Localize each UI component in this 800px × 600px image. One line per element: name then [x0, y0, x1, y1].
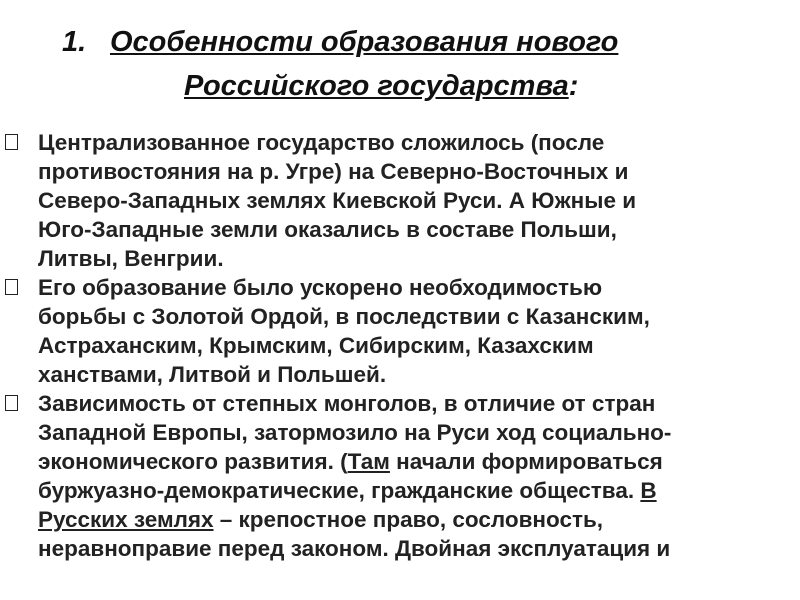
- bullet-text-2: Его образование было ускорено необходимостью борьбы с Золотой Ордой, в последствии с Казанским, Астраханским, Крымским, Сибирским, Казахским ханствами, Литвой и Польшей.: [38, 275, 650, 387]
- bullet-text-1: Централизованное государство сложилось (после противостояния на р. Угре) на Северно-Восточных и Северо-Западных землях Киевской Руси. А Южные и Юго-Западные земли оказались в составе Польши, Литвы, Венгрии.: [38, 130, 637, 271]
- bullet-square-icon: [5, 395, 18, 411]
- bullet-3-part-5: – крепостное право, сословность, неравноправие перед законом. Двойная эксплуатация и: [38, 507, 671, 561]
- bullet-3-part-3: начали формироваться буржуазно-демократические, гражданские общества.: [38, 449, 663, 503]
- title-line-2-text: Российского государства: [184, 70, 569, 102]
- title-colon: :: [568, 70, 579, 102]
- bullet-item-3: [0, 389, 800, 563]
- bullet-text-3: [38, 389, 788, 563]
- bullet-item-2: [0, 273, 800, 389]
- title-line-1: Особенности образования нового: [110, 26, 619, 58]
- bullet-item-1: [0, 128, 800, 273]
- bullet-3-underlined-there: Там: [347, 449, 390, 474]
- bullet-square-icon: [5, 134, 18, 150]
- bullet-3-underlined-russian-lands: В Русских землях: [38, 478, 657, 532]
- title-number: 1.: [62, 26, 87, 58]
- title-line-2: [184, 66, 578, 106]
- bullet-3-part-1: Зависимость от степных монголов, в отличие от стран Западной Европы, затормозило на Руси ход социально- экономического развития. (: [38, 391, 672, 474]
- bullet-list: [0, 128, 800, 563]
- bullet-square-icon: [5, 279, 18, 295]
